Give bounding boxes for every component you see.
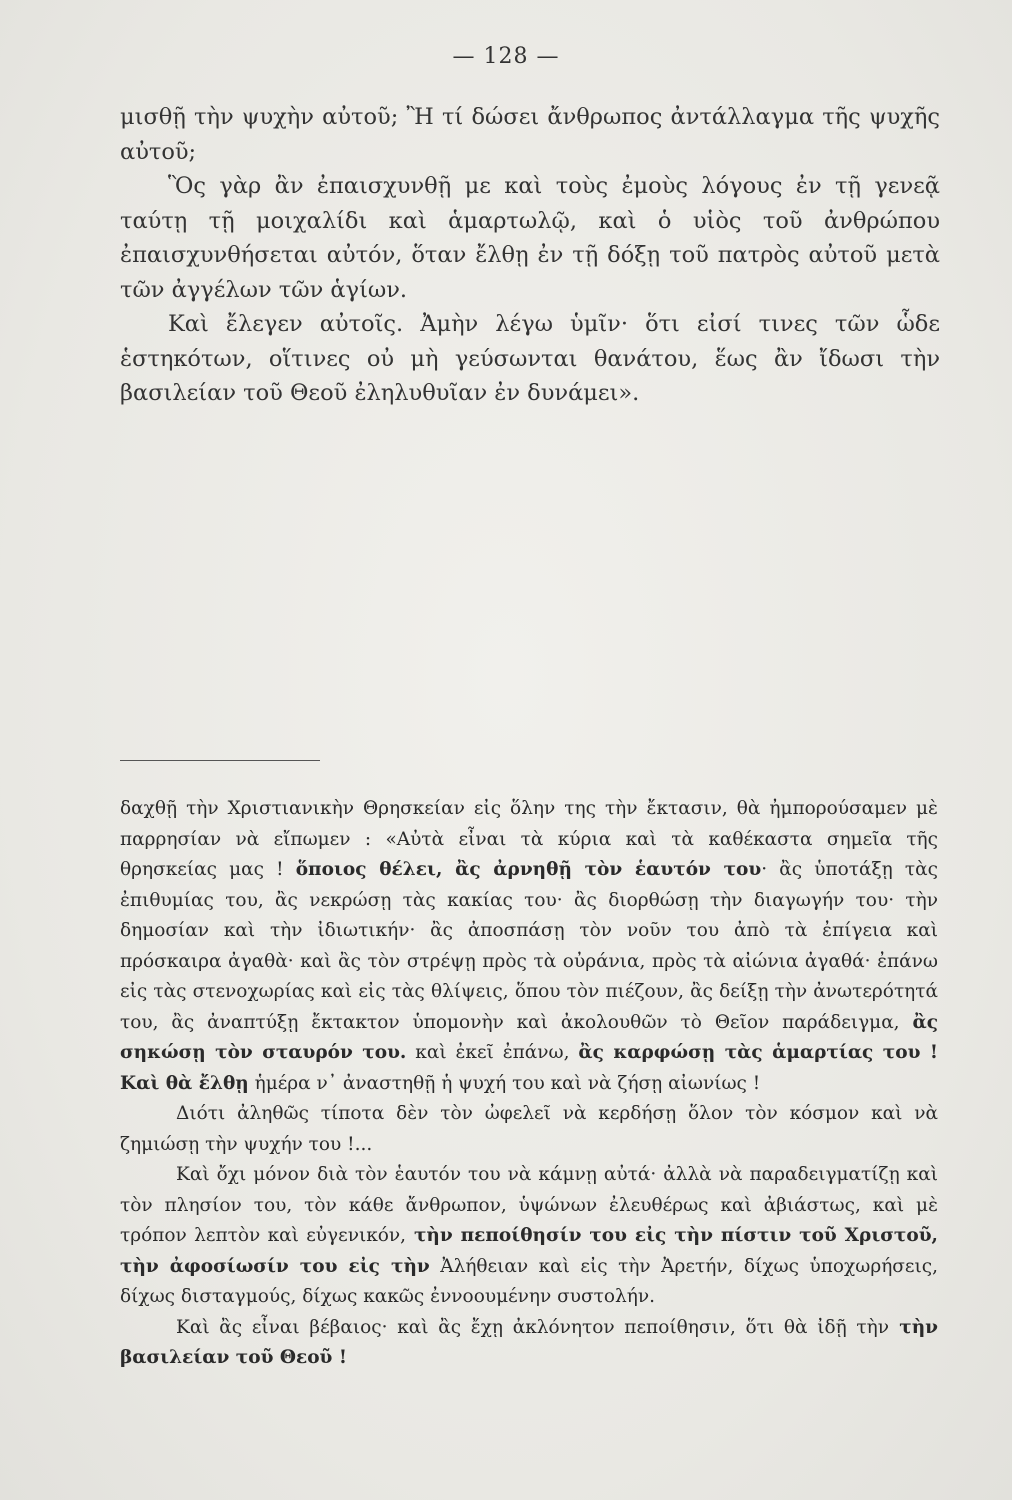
- footnote-span: ἡμέρα ν᾽ ἀναστηθῇ ἡ ψυχή του καὶ νὰ ζήσῃ αἰωνίως !: [248, 1072, 761, 1094]
- footnote-span: καὶ ἐκεῖ ἐπάνω,: [406, 1042, 570, 1063]
- main-text: [120, 100, 940, 411]
- footnote-divider: [120, 760, 320, 761]
- footnote-span: Καὶ ὄχι μόνον διὰ τὸν ἑαυτόν του νὰ κάμνῃ αὐτά· ἀλλὰ νὰ παραδειγματίζῃ καὶ τὸν πλησίον του, τὸν κάθε ἄνθρωπον, ὑψώνων ἐλευθέρως καὶ ἀβιάστως, καὶ μὲ τρόπον λεπτὸν καὶ εὐγενικόν,: [120, 1164, 938, 1246]
- page-number: — 128 —: [452, 44, 560, 69]
- footnote-paragraph: [120, 1313, 938, 1374]
- footnote-span: Ἀλήθειαν καὶ εἰς τὴν Ἀρετήν, δίχως ὑποχωρήσεις, δίχως δισταγμούς, δίχως κακῶς ἐννοουμένην συστολήν.: [120, 1255, 938, 1307]
- footnote-bold-span: ἂς καρφώσῃ τὰς ἁμαρτίας του ! Καὶ θὰ ἔλθῃ: [120, 1042, 938, 1094]
- footnote-bold-span: τὴν βασιλείαν τοῦ Θεοῦ !: [120, 1316, 938, 1368]
- footnote-bold-span: ὅποιος θέλει, ἂς ἀρνηθῇ τὸν ἑαυτόν του: [295, 859, 762, 880]
- footnote-span: Καὶ ἂς εἶναι βέβαιος· καὶ ἂς ἔχῃ ἀκλόνητον πεποίθησιν, ὅτι θὰ ἰδῇ τὴν: [176, 1316, 889, 1338]
- footnote-bold-span: τὴν πεποίθησίν του εἰς τὴν πίστιν τοῦ Χριστοῦ, τὴν ἀφοσίωσίν του εἰς τὴν: [120, 1225, 938, 1277]
- footnote-paragraph: [120, 1160, 938, 1313]
- footnote-paragraph: Διότι ἀληθῶς τίποτα δὲν τὸν ὠφελεῖ νὰ κερδήσῃ ὅλον τὸν κόσμον καὶ νὰ ζημιώσῃ τὴν ψυχήν του !...: [120, 1103, 938, 1155]
- main-paragraph: μισθῇ τὴν ψυχὴν αὐτοῦ; Ἢ τί δώσει ἄνθρωπος ἀντάλλαγμα τῆς ψυχῆς αὐτοῦ;: [120, 104, 940, 165]
- footnote-paragraph: [120, 794, 938, 1099]
- footnote-bold-span: ἂς σηκώσῃ τὸν σταυρόν του.: [120, 1011, 938, 1063]
- footnote-span: δαχθῇ τὴν Χριστιανικὴν Θρησκείαν εἰς ὅλην της τὴν ἔκτασιν, θὰ ἠμπορούσαμεν μὲ παρρησίαν νὰ εἴπωμεν : «Αὐτὰ εἶναι τὰ κύρια καὶ τὰ καθέκαστα σημεῖα τῆς θρησκείας μας !: [120, 798, 938, 880]
- main-paragraph: Καὶ ἔλεγεν αὐτοῖς. Ἀμὴν λέγω ὑμῖν· ὅτι εἰσί τινες τῶν ὧδε ἑστηκότων, οἵτινες οὐ μὴ γεύσωνται θανάτου, ἕως ἂν ἴδωσι τὴν βασιλείαν τοῦ Θεοῦ ἐληλυθυῖαν ἐν δυνάμει».: [120, 311, 940, 406]
- footnote-text: [120, 794, 938, 1374]
- footnote-span: · ἂς ὑποτάξῃ τὰς ἐπιθυμίας του, ἂς νεκρώσῃ τὰς κακίας του· ἂς διορθώσῃ τὴν διαγωγήν του· τὴν δημοσίαν καὶ τὴν ἰδιωτικήν· ἂς ἀποσπάσῃ τὸν νοῦν του ἀπὸ τὰ ἐπίγεια καὶ πρόσκαιρα ἀγαθὰ· καὶ ἂς τὸν στρέψῃ πρὸς τὰ οὐράνια, πρὸς τὰ αἰώνια ἀγαθά· ἐπάνω εἰς τὰς στενοχωρίας καὶ εἰς τὰς θλίψεις, ὅπου τὸν πιέζουν, ἂς δείξῃ τὴν ἀνωτερότητά του, ἂς ἀναπτύξῃ ἔκτακτον ὑπομονὴν καὶ ἀκολουθῶν τὸ Θεῖον παράδειγμα,: [120, 859, 938, 1033]
- main-paragraph: Ὃς γὰρ ἂν ἐπαισχυνθῇ με καὶ τοὺς ἐμοὺς λόγους ἐν τῇ γενεᾷ ταύτῃ τῇ μοιχαλίδι καὶ ἁμαρτωλῷ, καὶ ὁ υἱὸς τοῦ ἀνθρώπου ἐπαισχυνθήσεται αὐτόν, ὅταν ἔλθῃ ἐν τῇ δόξῃ τοῦ πατρὸς αὐτοῦ μετὰ τῶν ἀγγέλων τῶν ἁγίων.: [120, 173, 940, 303]
